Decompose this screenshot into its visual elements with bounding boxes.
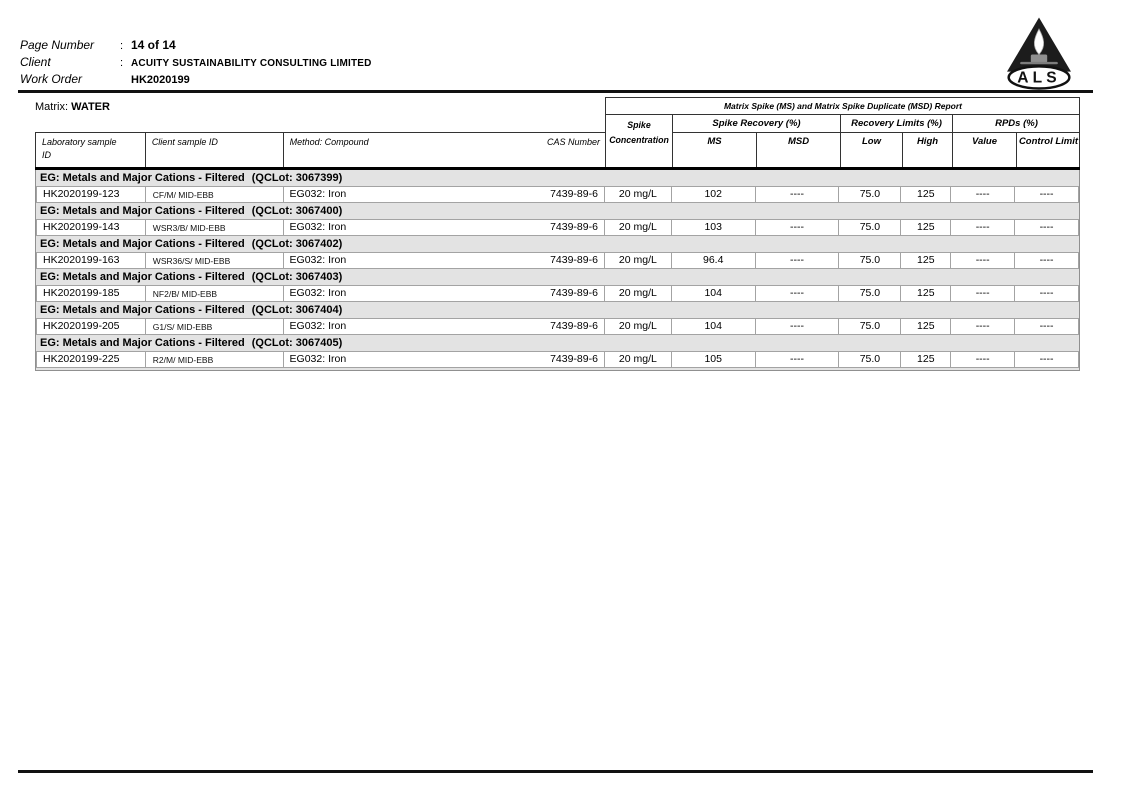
- work-order-row: [20, 72, 372, 89]
- matrix-value: WATER: [71, 101, 110, 113]
- cell-client-sample-id: NF2/B/ MID-EBB: [145, 285, 284, 302]
- cell-msd-recovery: ----: [755, 351, 840, 368]
- cell-recovery-limit-low: 75.0: [838, 252, 901, 269]
- cell-recovery-limit-high: 125: [900, 186, 951, 203]
- section-analysis: EG: Metals and Major Cations - Filtered: [40, 271, 245, 283]
- col-header-method: Method: Compound: [289, 137, 369, 147]
- table-row: [36, 351, 1079, 368]
- cell-cas-number: 7439-89-6: [550, 188, 598, 200]
- cell-ms-recovery: 96.4: [671, 252, 756, 269]
- cell-recovery-limit-high: 125: [900, 351, 951, 368]
- cell-ms-recovery: 104: [671, 318, 756, 335]
- section-analysis: EG: Metals and Major Cations - Filtered: [40, 238, 245, 250]
- report-header-left: [35, 132, 605, 167]
- section-qclot: (QCLot: 3067402): [251, 238, 343, 250]
- section-qclot: (QCLot: 3067399): [251, 172, 343, 184]
- header-rule: [18, 90, 1093, 93]
- col-header-low: Low: [841, 133, 903, 169]
- section-analysis: EG: Metals and Major Cations - Filtered: [40, 304, 245, 316]
- footer-rule: [18, 770, 1093, 773]
- page-header: [20, 38, 372, 89]
- cell-msd-recovery: ----: [755, 186, 840, 203]
- cell-rpd-control-limit: ----: [1014, 252, 1079, 269]
- col-header-method-cas: [284, 133, 605, 167]
- als-logo-graphic: [998, 12, 1080, 92]
- lab-sample-line2: ID: [42, 150, 51, 160]
- cell-cas-number: 7439-89-6: [550, 353, 598, 365]
- table-row: [36, 219, 1079, 236]
- col-header-client-sample-id: Client sample ID: [146, 133, 284, 167]
- cell-lab-sample-id: HK2020199-185: [36, 285, 146, 302]
- cell-rpd-value: ----: [950, 351, 1015, 368]
- work-order-label: Work Order: [20, 72, 83, 86]
- section-qclot: (QCLot: 3067400): [251, 205, 343, 217]
- cell-msd-recovery: ----: [755, 219, 840, 236]
- col-header-msd: MSD: [757, 133, 841, 169]
- cell-recovery-limit-high: 125: [900, 219, 951, 236]
- cell-method: EG032: Iron: [289, 320, 347, 332]
- cell-method-cas: [283, 318, 605, 335]
- client-value: ACUITY SUSTAINABILITY CONSULTING LIMITED: [131, 58, 372, 69]
- cell-lab-sample-id: HK2020199-163: [36, 252, 146, 269]
- cell-recovery-limit-low: 75.0: [838, 219, 901, 236]
- matrix-line: [35, 101, 110, 113]
- colon: :: [120, 57, 124, 69]
- table-row: [36, 318, 1079, 335]
- cell-method: EG032: Iron: [289, 254, 347, 266]
- section-analysis: EG: Metals and Major Cations - Filtered: [40, 337, 245, 349]
- col-header-lab-sample-id: [36, 133, 146, 167]
- cell-lab-sample-id: HK2020199-205: [36, 318, 146, 335]
- cell-rpd-control-limit: ----: [1014, 186, 1079, 203]
- cell-rpd-value: ----: [950, 252, 1015, 269]
- spike-line1: Spike: [627, 120, 651, 130]
- col-header-ms: MS: [673, 133, 757, 169]
- group-header-recovery-limits: Recovery Limits (%): [841, 115, 953, 133]
- section-title: [36, 302, 1079, 318]
- cell-spike-concentration: 20 mg/L: [604, 318, 672, 335]
- logo-burner: [1031, 54, 1047, 62]
- col-header-spike-concentration: [606, 115, 673, 169]
- col-header-high: High: [903, 133, 953, 169]
- table-row: [36, 252, 1079, 269]
- cell-rpd-value: ----: [950, 186, 1015, 203]
- col-header-value: Value: [953, 133, 1017, 169]
- cell-method-cas: [283, 219, 605, 236]
- cell-cas-number: 7439-89-6: [550, 320, 598, 332]
- cell-ms-recovery: 103: [671, 219, 756, 236]
- cell-msd-recovery: ----: [755, 318, 840, 335]
- section-title: [36, 335, 1079, 351]
- group-header-spike-recovery: Spike Recovery (%): [673, 115, 841, 133]
- cell-method-cas: [283, 351, 605, 368]
- cell-ms-recovery: 105: [671, 351, 756, 368]
- logo-text: ALS: [1017, 69, 1061, 87]
- cell-cas-number: 7439-89-6: [550, 221, 598, 233]
- cell-msd-recovery: ----: [755, 252, 840, 269]
- cell-recovery-limit-low: 75.0: [838, 351, 901, 368]
- cell-recovery-limit-high: 125: [900, 252, 951, 269]
- section-qclot: (QCLot: 3067404): [251, 304, 343, 316]
- cell-recovery-limit-high: 125: [900, 285, 951, 302]
- section-title: [36, 236, 1079, 252]
- cell-client-sample-id: R2/M/ MID-EBB: [145, 351, 284, 368]
- cell-spike-concentration: 20 mg/L: [604, 285, 672, 302]
- col-header-control-limit: Control Limit: [1018, 136, 1079, 147]
- cell-method: EG032: Iron: [289, 353, 347, 365]
- colon: :: [120, 40, 124, 52]
- matrix-label: Matrix:: [35, 101, 68, 113]
- report-title: Matrix Spike (MS) and Matrix Spike Duplicate (MSD) Report: [606, 98, 1080, 115]
- client-row: [20, 55, 372, 72]
- cell-recovery-limit-low: 75.0: [838, 318, 901, 335]
- cell-rpd-control-limit: ----: [1014, 318, 1079, 335]
- cell-client-sample-id: G1/S/ MID-EBB: [145, 318, 284, 335]
- section-title: [36, 203, 1079, 219]
- lab-sample-line1: Laboratory sample: [42, 137, 117, 147]
- section-title: [36, 170, 1079, 186]
- cell-ms-recovery: 102: [671, 186, 756, 203]
- als-logo: [998, 12, 1080, 92]
- cell-recovery-limit-low: 75.0: [838, 186, 901, 203]
- cell-client-sample-id: WSR3/B/ MID-EBB: [145, 219, 284, 236]
- work-order-value: HK2020199: [131, 74, 190, 86]
- cell-method-cas: [283, 285, 605, 302]
- cell-method: EG032: Iron: [289, 188, 347, 200]
- cell-cas-number: 7439-89-6: [550, 287, 598, 299]
- cell-rpd-value: ----: [950, 318, 1015, 335]
- cell-method: EG032: Iron: [289, 287, 347, 299]
- cell-spike-concentration: 20 mg/L: [604, 351, 672, 368]
- cell-method-cas: [283, 252, 605, 269]
- cell-cas-number: 7439-89-6: [550, 254, 598, 266]
- page-number-label: Page Number: [20, 38, 95, 52]
- logo-burner-base: [1020, 62, 1058, 64]
- section-analysis: EG: Metals and Major Cations - Filtered: [40, 205, 245, 217]
- cell-method-cas: [283, 186, 605, 203]
- cell-recovery-limit-high: 125: [900, 318, 951, 335]
- cell-msd-recovery: ----: [755, 285, 840, 302]
- table-body: [35, 170, 1080, 371]
- cell-rpd-control-limit: ----: [1014, 351, 1079, 368]
- section-qclot: (QCLot: 3067403): [251, 271, 343, 283]
- cell-recovery-limit-low: 75.0: [838, 285, 901, 302]
- section-analysis: EG: Metals and Major Cations - Filtered: [40, 172, 245, 184]
- cell-lab-sample-id: HK2020199-225: [36, 351, 146, 368]
- cell-rpd-value: ----: [950, 219, 1015, 236]
- cell-rpd-value: ----: [950, 285, 1015, 302]
- report-header-right: [605, 97, 1080, 168]
- cell-lab-sample-id: HK2020199-123: [36, 186, 146, 203]
- table-row: [36, 186, 1079, 203]
- cell-rpd-control-limit: ----: [1014, 219, 1079, 236]
- cell-spike-concentration: 20 mg/L: [604, 186, 672, 203]
- cell-client-sample-id: CF/M/ MID-EBB: [145, 186, 284, 203]
- page-number-row: [20, 38, 372, 55]
- client-label: Client: [20, 55, 51, 69]
- section-qclot: (QCLot: 3067405): [251, 337, 343, 349]
- cell-lab-sample-id: HK2020199-143: [36, 219, 146, 236]
- cell-client-sample-id: WSR36/S/ MID-EBB: [145, 252, 284, 269]
- cell-ms-recovery: 104: [671, 285, 756, 302]
- cell-rpd-control-limit: ----: [1014, 285, 1079, 302]
- section-title: [36, 269, 1079, 285]
- spike-line2: Concentration: [609, 135, 669, 145]
- page-number-value: 14 of 14: [131, 38, 176, 52]
- cell-spike-concentration: 20 mg/L: [604, 252, 672, 269]
- col-header-cas-number: CAS Number: [546, 137, 600, 147]
- table-row: [36, 285, 1079, 302]
- cell-spike-concentration: 20 mg/L: [604, 219, 672, 236]
- group-header-rpds: RPDs (%): [953, 115, 1080, 133]
- cell-method: EG032: Iron: [289, 221, 347, 233]
